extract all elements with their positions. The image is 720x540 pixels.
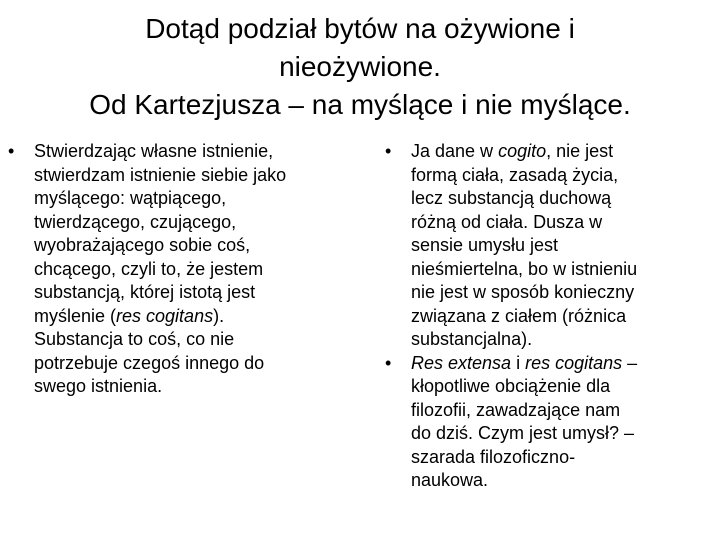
text-line	[34, 305, 376, 329]
latin-term: res cogitans	[116, 305, 214, 326]
text-fragment: myślenie (	[34, 305, 117, 326]
title-line-2: nieożywione.	[279, 51, 441, 82]
text-line: nie jest w sposób konieczny	[411, 282, 635, 302]
text-fragment: –	[622, 352, 638, 373]
title-line-3: Od Kartezjusza – na myślące i nie myślące.	[89, 89, 631, 120]
text-line: chcącego, czyli to, że jestem	[34, 258, 264, 279]
text-line: sensie umysłu jest	[411, 235, 559, 255]
text-line: swego istnienia.	[34, 376, 163, 396]
text-line	[411, 352, 715, 376]
text-line: twierdzącego, czującego,	[34, 211, 237, 232]
text-line: potrzebuje czegoś innego do	[34, 352, 265, 373]
text-fragment: i	[511, 352, 526, 373]
text-line: Stwierdzając własne istnienie,	[34, 141, 274, 161]
text-line: substancją, której istotą jest	[34, 282, 256, 302]
text-line: do dziś. Czym jest umysł? –	[411, 423, 635, 443]
text-line: szarada filozoficzno-	[411, 446, 576, 467]
bullet-icon: •	[8, 141, 15, 161]
text-fragment: ).	[213, 305, 225, 326]
latin-term: cogito	[498, 141, 547, 161]
text-line: substancjalna).	[411, 329, 533, 349]
text-line: naukowa.	[411, 470, 489, 490]
bullet-icon: •	[385, 352, 392, 373]
text-line: filozofii, zawadzające nam	[411, 399, 621, 420]
right-column	[385, 140, 715, 493]
text-line	[411, 140, 715, 164]
text-line: stwierdzam istnienie siebie jako	[34, 164, 287, 185]
text-line: nieśmiertelna, bo w istnieniu	[411, 258, 638, 279]
left-column	[8, 140, 376, 399]
text-line: różną od ciała. Dusza w	[411, 211, 603, 232]
slide-title	[20, 10, 700, 124]
text-fragment: Ja dane w	[411, 141, 499, 161]
bullet-icon: •	[385, 141, 392, 161]
text-line: formą ciała, zasadą życia,	[411, 164, 619, 185]
text-line: kłopotliwe obciążenie dla	[411, 376, 611, 396]
right-bullet-item-1	[385, 140, 715, 352]
latin-term: Res extensa	[411, 352, 512, 373]
text-line: myślącego: wątpiącego,	[34, 188, 227, 208]
text-line: związana z ciałem (różnica	[411, 305, 627, 326]
text-fragment: , nie jest	[546, 141, 614, 161]
text-line: Substancja to coś, co nie	[34, 329, 235, 349]
text-line: wyobrażającego sobie coś,	[34, 235, 251, 255]
right-bullet-item-2	[385, 352, 715, 493]
left-bullet-item	[8, 140, 376, 399]
title-line-1: Dotąd podział bytów na ożywione i	[145, 13, 575, 44]
text-line: lecz substancją duchową	[411, 188, 612, 208]
latin-term: res cogitans	[525, 352, 623, 373]
